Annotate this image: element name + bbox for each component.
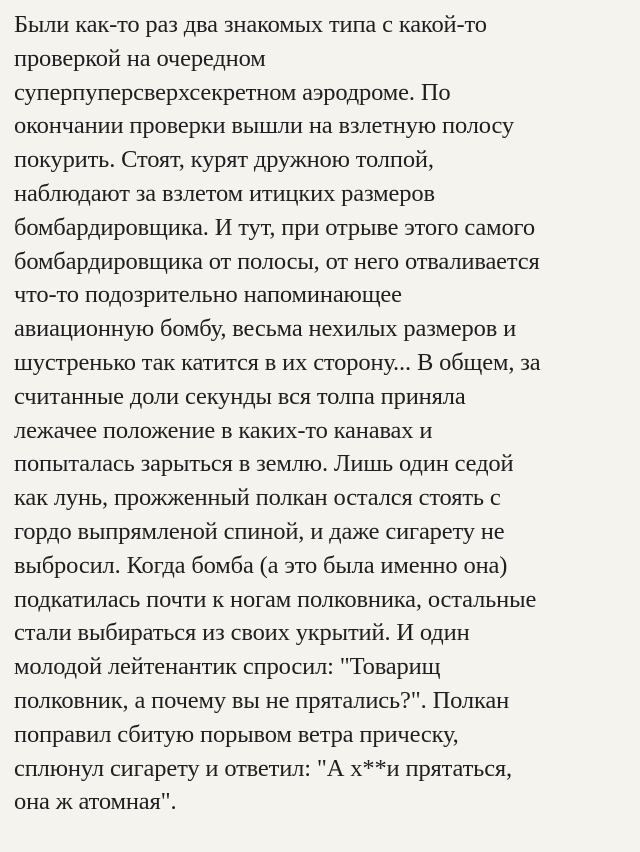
- story-line: проверкой на очередном: [14, 44, 266, 72]
- story-line: считанные доли секунды вся толпа приняла: [14, 382, 466, 410]
- story-line: стали выбираться из своих укрытий. И один: [14, 619, 470, 647]
- story-line: окончании проверки вышли на взлетную полосу: [14, 112, 515, 140]
- story-line: попыталась зарыться в землю. Лишь один седой: [14, 450, 514, 478]
- story-line: бомбардировщика от полосы, от него отваливается: [14, 247, 540, 275]
- story-line: она ж атомная".: [14, 788, 177, 816]
- story-line: лежачее положение в каких-то канавах и: [14, 416, 433, 444]
- story-line: авиационную бомбу, весьма нехилых размеров и: [14, 315, 517, 343]
- story-line: суперпуперсверхсекретном аэродроме. По: [14, 78, 451, 106]
- story-line: как лунь, прожженный полкан остался стоять с: [14, 484, 501, 512]
- story-line: гордо выпрямленой спиной, и даже сигарету не: [14, 517, 505, 545]
- story-line: полковник, а почему вы не прятались?". Полкан: [14, 686, 510, 714]
- story-line: бомбардировщика. И тут, при отрыве этого самого: [14, 213, 535, 241]
- story-line: подкатилась почти к ногам полковника, остальные: [14, 585, 537, 613]
- story-line: наблюдают за взлетом итицких размеров: [14, 179, 435, 207]
- story-line: поправил сбитую порывом ветра прическу,: [14, 720, 459, 748]
- story-line: молодой лейтенантик спросил: "Товарищ: [14, 653, 441, 681]
- story-line: Были как-то раз два знакомых типа с какой-то: [14, 11, 487, 38]
- story-text: [14, 8, 622, 819]
- story-line: сплюнул сигарету и ответил: "А х**и прятаться,: [14, 754, 513, 782]
- story-line: покурить. Стоят, курят дружною толпой,: [14, 146, 434, 174]
- story-line: выбросил. Когда бомба (а это была именно она): [14, 551, 508, 579]
- story-line: что-то подозрительно напоминающее: [14, 281, 402, 309]
- story-line: шустренько так катится в их сторону... В общем, за: [14, 348, 541, 376]
